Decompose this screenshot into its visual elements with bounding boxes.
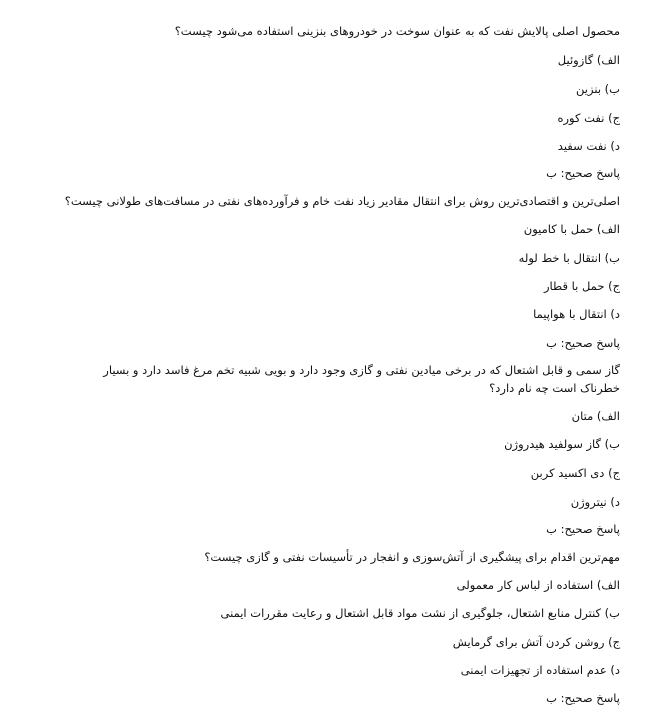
question-3-option-b: ب) گاز سولفید هیدروژن: [504, 437, 620, 451]
question-4-option-d: د) عدم استفاده از تجهیزات ایمنی: [460, 663, 620, 677]
question-4-text: مهم‌ترین اقدام برای پیشگیری از آتش‌سوزی و انفجار در تأسیسات نفتی و گازی چیست؟: [204, 550, 620, 564]
question-3-option-d: د) نیتروژن: [570, 495, 620, 509]
question-4-option-c: ج) روشن کردن آتش برای گرمایش: [452, 635, 620, 649]
question-2-text: اصلی‌ترین و اقتصادی‌ترین روش برای انتقال مقادیر زیاد نفت خام و فرآورده‌های نفتی در مسافت‌های طولانی چیست؟: [64, 194, 620, 208]
question-3-text: گاز سمی و قابل اشتعال که در برخی میادین نفتی و گازی وجود دارد و بویی شبیه تخم مرغ فاسد دارد و بسیار خطرناک است چه نام دارد؟: [103, 363, 620, 395]
question-1-option-b: ب) بنزین: [576, 82, 620, 96]
question-3-option-c: ج) دی اکسید کربن: [530, 466, 620, 480]
question-2-option-d: د) انتقال با هواپیما: [533, 307, 620, 321]
question-2-option-a: الف) حمل با کامیون: [523, 222, 620, 236]
question-2-answer: پاسخ صحیح: ب: [546, 336, 620, 350]
question-3-option-a: الف) متان: [571, 409, 620, 423]
question-2-option-b: ب) انتقال با خط لوله: [518, 251, 620, 265]
question-1-option-a: الف) گازوئیل: [557, 53, 620, 67]
question-2-option-c: ج) حمل با قطار: [543, 279, 620, 293]
question-1-answer: پاسخ صحیح: ب: [546, 166, 620, 180]
question-4-answer: پاسخ صحیح: ب: [546, 691, 620, 705]
question-4-option-b: ب) کنترل منابع اشتعال، جلوگیری از نشت مواد قابل اشتعال و رعایت مقررات ایمنی: [220, 606, 620, 620]
question-1-option-c: ج) نفت کوره: [557, 111, 620, 125]
question-1-option-d: د) نفت سفید: [557, 139, 620, 153]
question-3-answer: پاسخ صحیح: ب: [546, 522, 620, 536]
question-1-text: محصول اصلی پالایش نفت که به عنوان سوخت در خودروهای بنزینی استفاده می‌شود چیست؟: [174, 24, 620, 38]
question-4-option-a: الف) استفاده از لباس کار معمولی: [456, 578, 620, 592]
